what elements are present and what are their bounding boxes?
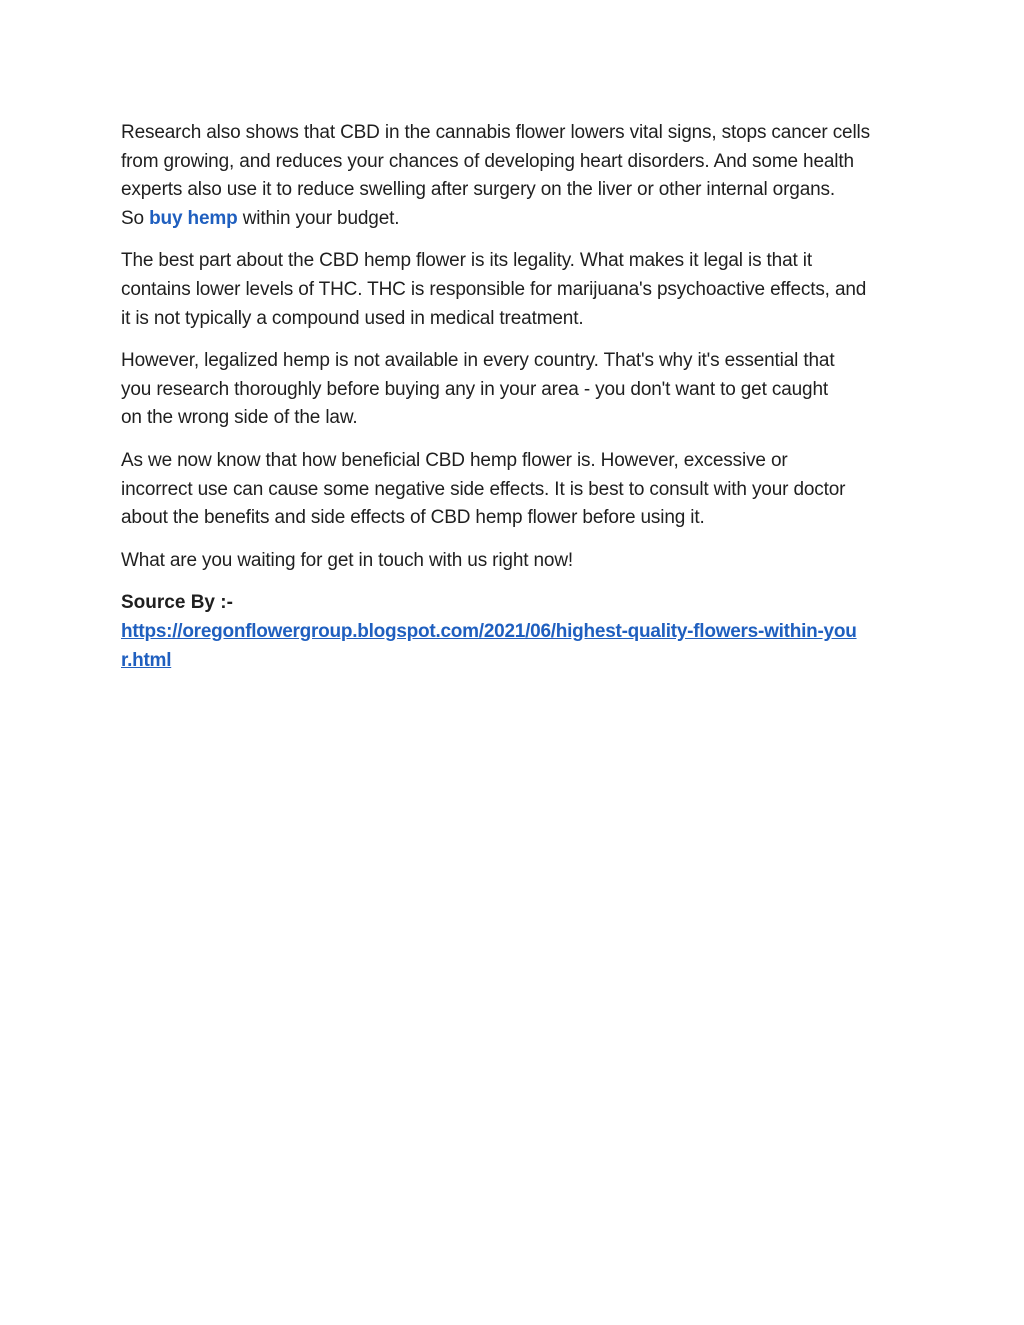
text-line: experts also use it to reduce swelling after surgery on the liver or other internal organs. — [121, 179, 836, 201]
text-line: Research also shows that CBD in the cannabis flower lowers vital signs, stops cancer cells — [121, 122, 870, 143]
source-label: Source By :- — [121, 592, 233, 614]
text-line: you research thoroughly before buying any in your area - you don't want to get caught — [121, 378, 828, 400]
buy-hemp-link[interactable]: buy hemp — [149, 207, 238, 229]
text-line-with-link — [121, 205, 911, 234]
text-line: from growing, and reduces your chances of developing heart disorders. And some health — [121, 150, 854, 172]
text-line: The best part about the CBD hemp flower is its legality. What makes it legal is that it — [121, 250, 812, 272]
paragraph-legality — [121, 247, 911, 333]
text-line: As we now know that how beneficial CBD hemp flower is. However, excessive or — [121, 449, 788, 471]
text-fragment: So — [121, 207, 150, 229]
text-line: it is not typically a compound used in medical treatment. — [121, 307, 584, 329]
text-line: contains lower levels of THC. THC is responsible for marijuana's psychoactive effects, and — [121, 278, 867, 300]
paragraph-research — [121, 119, 911, 233]
text-line: What are you waiting for get in touch with us right now! — [121, 549, 574, 571]
text-fragment: within your budget. — [237, 207, 400, 229]
source-url-line: r.html — [121, 649, 172, 671]
text-line: about the benefits and side effects of CBD hemp flower before using it. — [121, 507, 705, 529]
text-line: incorrect use can cause some negative side effects. It is best to consult with your doctor — [121, 478, 846, 500]
paragraph-call-to-action — [121, 547, 911, 576]
source-url-line: https://oregonflowergroup.blogspot.com/2021/06/highest-quality-flowers-within-you — [121, 620, 857, 642]
paragraph-availability — [121, 347, 911, 433]
document-page — [121, 119, 911, 675]
text-line: However, legalized hemp is not available in every country. That's why it's essential that — [121, 350, 835, 372]
paragraph-side-effects — [121, 447, 911, 533]
source-url-link[interactable] — [121, 618, 911, 675]
source-section — [121, 589, 911, 675]
text-line: on the wrong side of the law. — [121, 407, 358, 429]
